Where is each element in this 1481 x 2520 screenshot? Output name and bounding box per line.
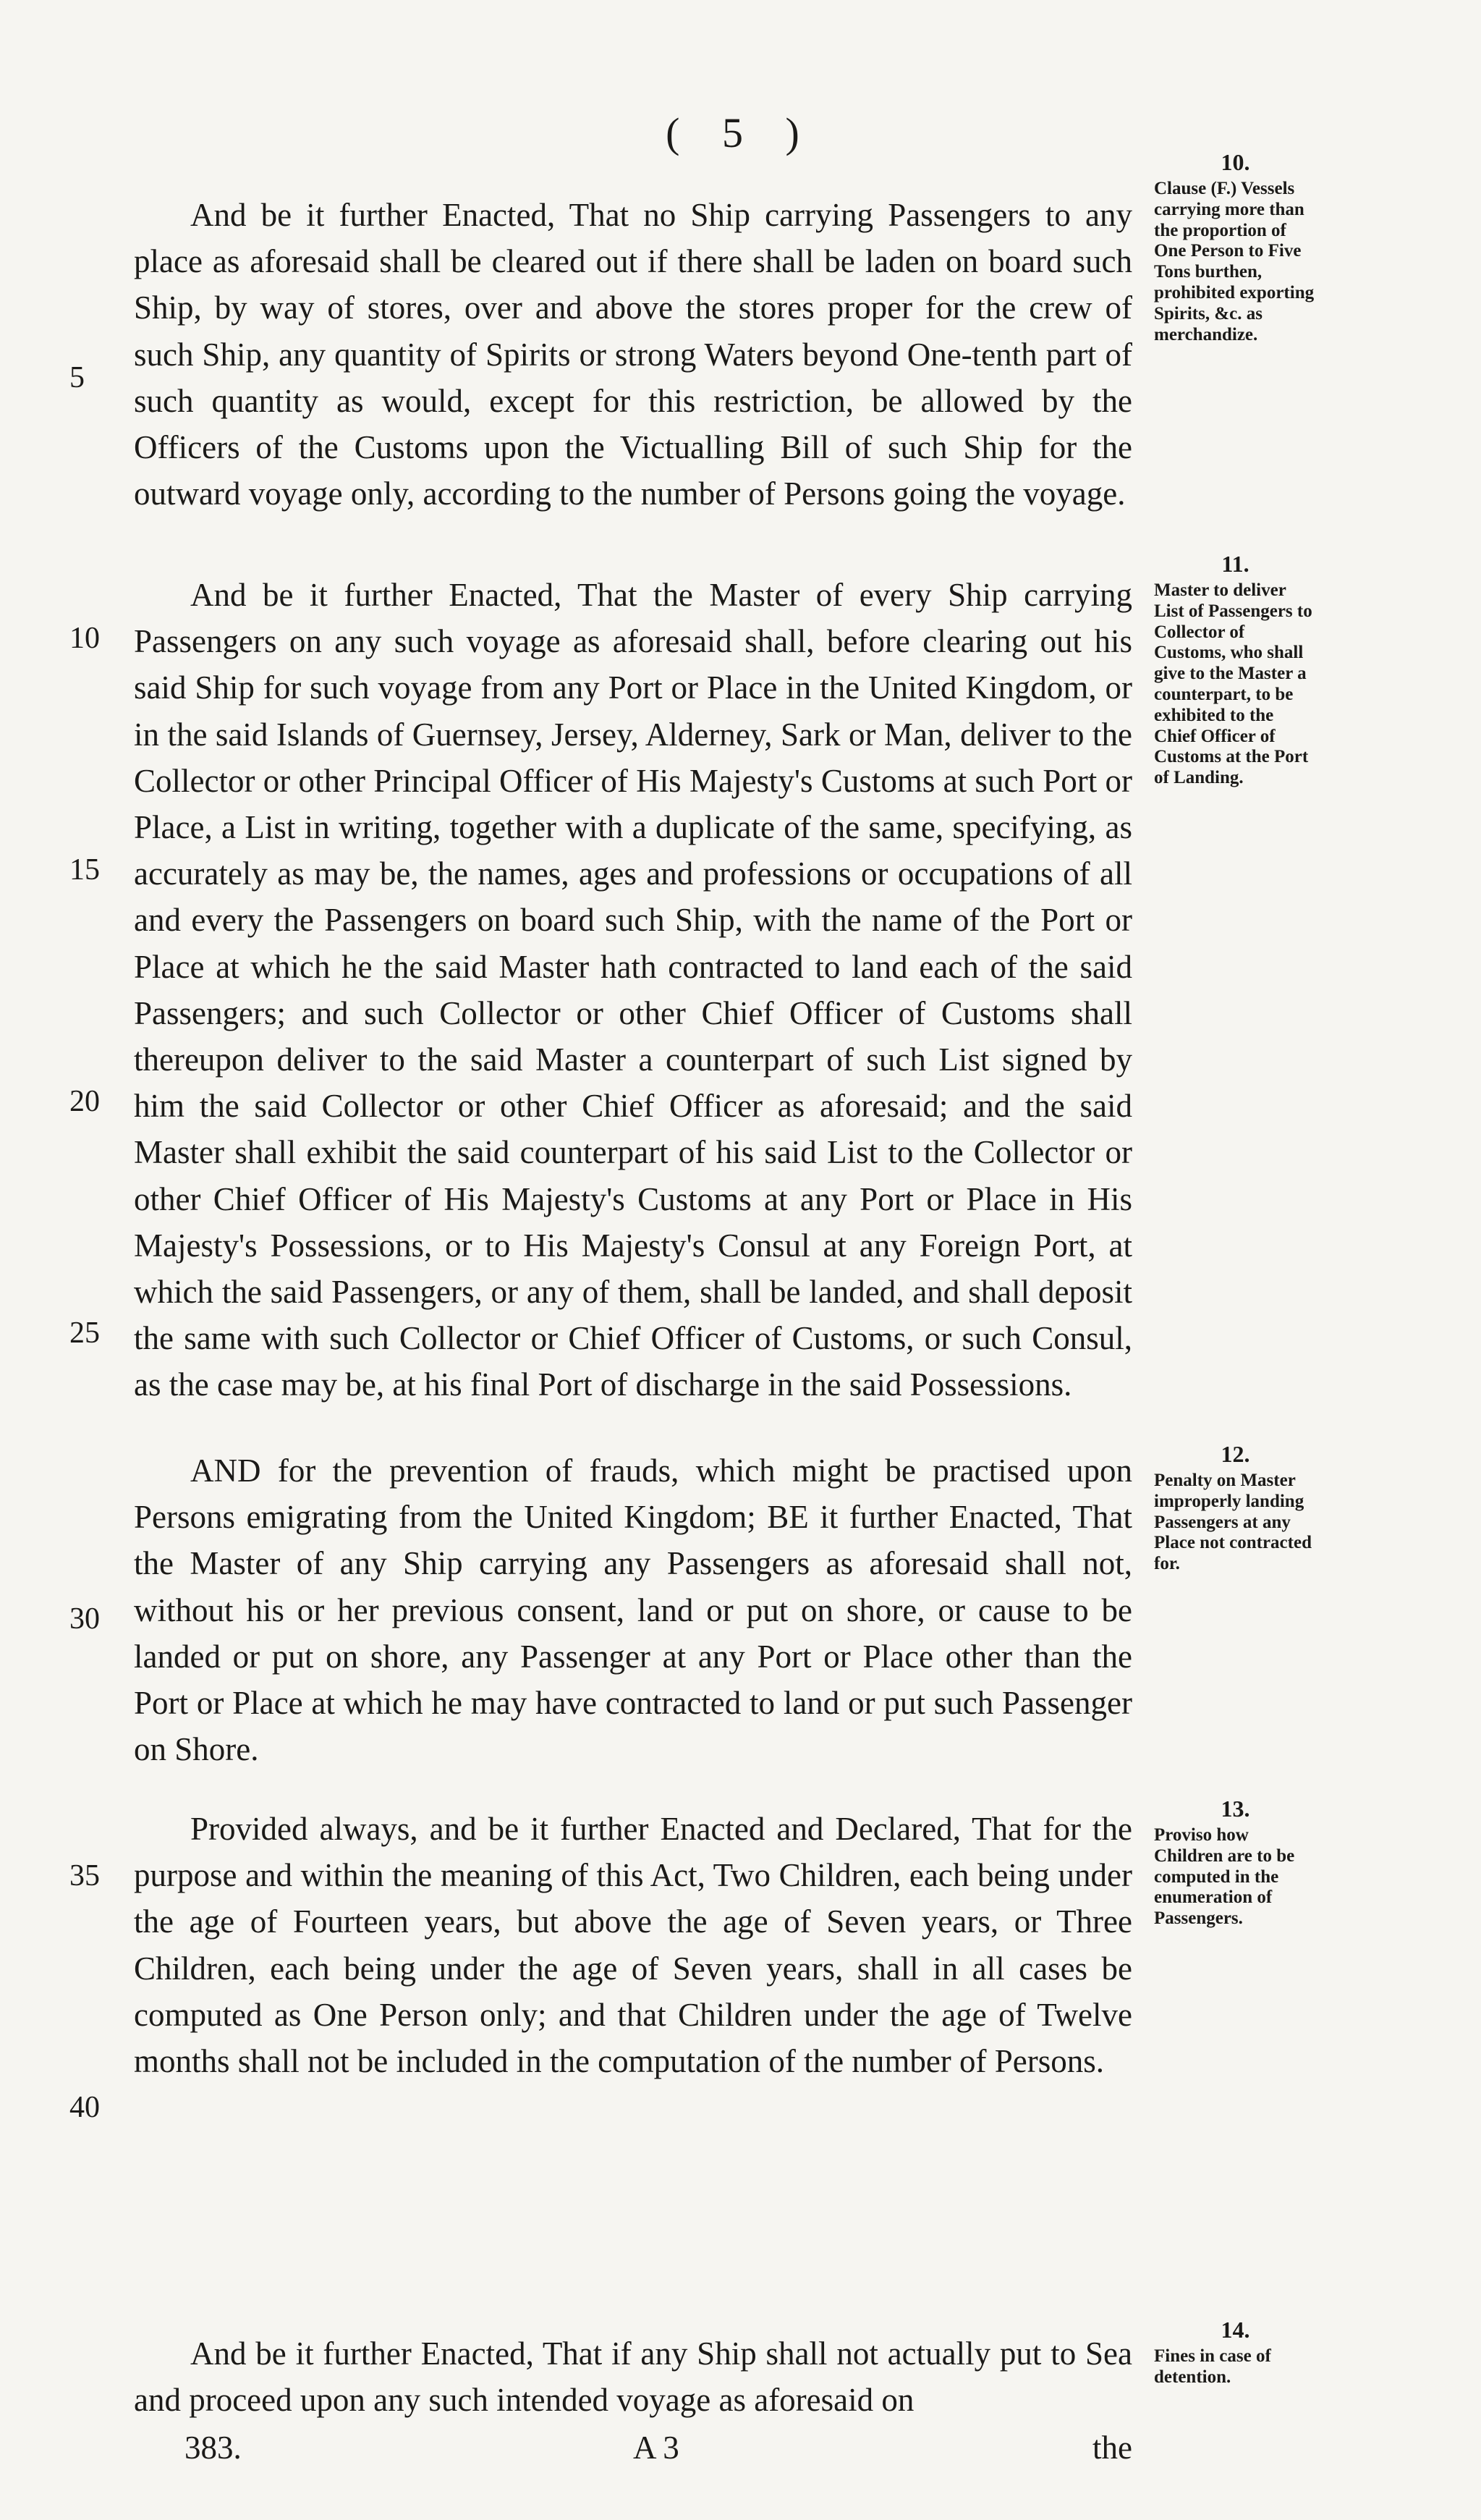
marginal-text-13: Proviso how Children are to be computed in the enumeration of Passengers. <box>1154 1825 1295 1929</box>
page-number: ( 5 ) <box>666 109 815 156</box>
section-11 <box>134 572 1132 1408</box>
marginal-text-12: Penalty on Master improperly landing Passengers at any Place not contracted for. <box>1154 1471 1312 1574</box>
section-10 <box>134 192 1132 517</box>
section-12-text: AND for the prevention of frauds, which might be practised upon Persons emigrating from the United Kingdom; BE it further Enacted, That the Master of any Ship carrying any Passengers as aforesaid shall not, without his or her previous consent, land or put on shore, or cause to be landed or put on shore, any Passenger at any Port or Place other than the Port or Place at which he may have contracted to land or put such Passenger on Shore. <box>134 1453 1132 1768</box>
marginal-note-11 <box>1154 550 1317 789</box>
line-number-30: 30 <box>69 1602 100 1636</box>
section-13 <box>134 1806 1132 2084</box>
line-number-40: 40 <box>69 2091 100 2124</box>
marginal-text-10: Clause (F.) Vessels carrying more than the proportion of One Person to Five Tons burthen, prohibited exporting Spirits, &c. as merchandize. <box>1154 179 1315 344</box>
section-14-text: And be it further Enacted, That if any Ship shall not actually put to Sea and proceed upon any such intended voyage as aforesaid on <box>134 2335 1132 2419</box>
line-number-20: 20 <box>69 1085 100 1118</box>
section-14 <box>134 2330 1132 2423</box>
line-number-35: 35 <box>69 1859 100 1893</box>
marginal-number-13: 13. <box>1221 1796 1250 1822</box>
marginal-number-14: 14. <box>1221 2317 1250 2343</box>
footer-signature-mark: A 3 <box>633 2430 679 2466</box>
marginal-note-14 <box>1154 2316 1317 2388</box>
line-number-15: 15 <box>69 853 100 887</box>
section-10-text: And be it further Enacted, That no Ship carrying Passengers to any place as aforesaid shall be cleared out if there shall be laden on board such Ship, by way of stores, over and above the stores proper for the crew of such Ship, any quantity of Spirits or strong Waters beyond One-tenth part of such quantity as would, except for this restriction, be allowed by the Officers of the Customs upon the Victualling Bill of such Ship for the outward voyage only, according to the number of Persons going the voyage. <box>134 197 1132 512</box>
marginal-note-10 <box>1154 148 1317 345</box>
marginal-text-11: Master to deliver List of Passengers to Collector of Customs, who shall give to the Master a counterpart, to be exhibited to the Chief Officer of Customs at the Port of Landing. <box>1154 580 1312 788</box>
footer-catchword: the <box>1092 2430 1132 2466</box>
marginal-note-13 <box>1154 1795 1317 1929</box>
marginal-text-14: Fines in case of detention. <box>1154 2346 1271 2387</box>
section-13-text: Provided always, and be it further Enacted and Declared, That for the purpose and within the meaning of this Act, Two Children, each being under the age of Fourteen years, but above the age of Seven years, or Three Children, each being under the age of Seven years, shall in all cases be computed as One Person only; and that Children under the age of Twelve months shall not be included in the computation of the number of Persons. <box>134 1811 1132 2080</box>
section-11-text: And be it further Enacted, That the Master of every Ship carrying Passengers on any such voyage as aforesaid shall, before clearing out his said Ship for such voyage from any Port or Place in the United Kingdom, or in the said Islands of Guernsey, Jersey, Alderney, Sark or Man, deliver to the Collector or other Principal Officer of His Majesty's Customs at such Port or Place, a List in writing, together with a duplicate of the same, specifying, as accurately as may be, the names, ages and professions or occupations of all and every the Passengers on board such Ship, with the name of the Port or Place at which he the said Master hath contracted to land each of the said Passengers; and such Collector or other Chief Officer of Customs shall thereupon deliver to the said Master a counterpart of such List signed by him the said Collector or other Chief Officer as aforesaid; and the said Master shall exhibit the said counterpart of his said List to the Collector or other Chief Officer of His Majesty's Customs at any Port or Place in His Majesty's Possessions, or to His Majesty's Consul at any Foreign Port, at which the said Passengers, or any of them, shall be landed, and shall deposit the same with such Collector or Chief Officer of Customs, or such Consul, as the case may be, at his final Port of discharge in the said Possessions. <box>134 577 1132 1403</box>
line-number-25: 25 <box>69 1316 100 1350</box>
footer-signature: 383. <box>184 2430 242 2466</box>
page-footer <box>134 2424 1132 2471</box>
line-number-5: 5 <box>69 361 85 394</box>
marginal-number-12: 12. <box>1221 1441 1250 1467</box>
section-12 <box>134 1447 1132 1772</box>
line-number-10: 10 <box>69 622 100 655</box>
marginal-number-10: 10. <box>1221 149 1250 175</box>
marginal-note-12 <box>1154 1440 1317 1575</box>
marginal-number-11: 11. <box>1221 551 1249 577</box>
